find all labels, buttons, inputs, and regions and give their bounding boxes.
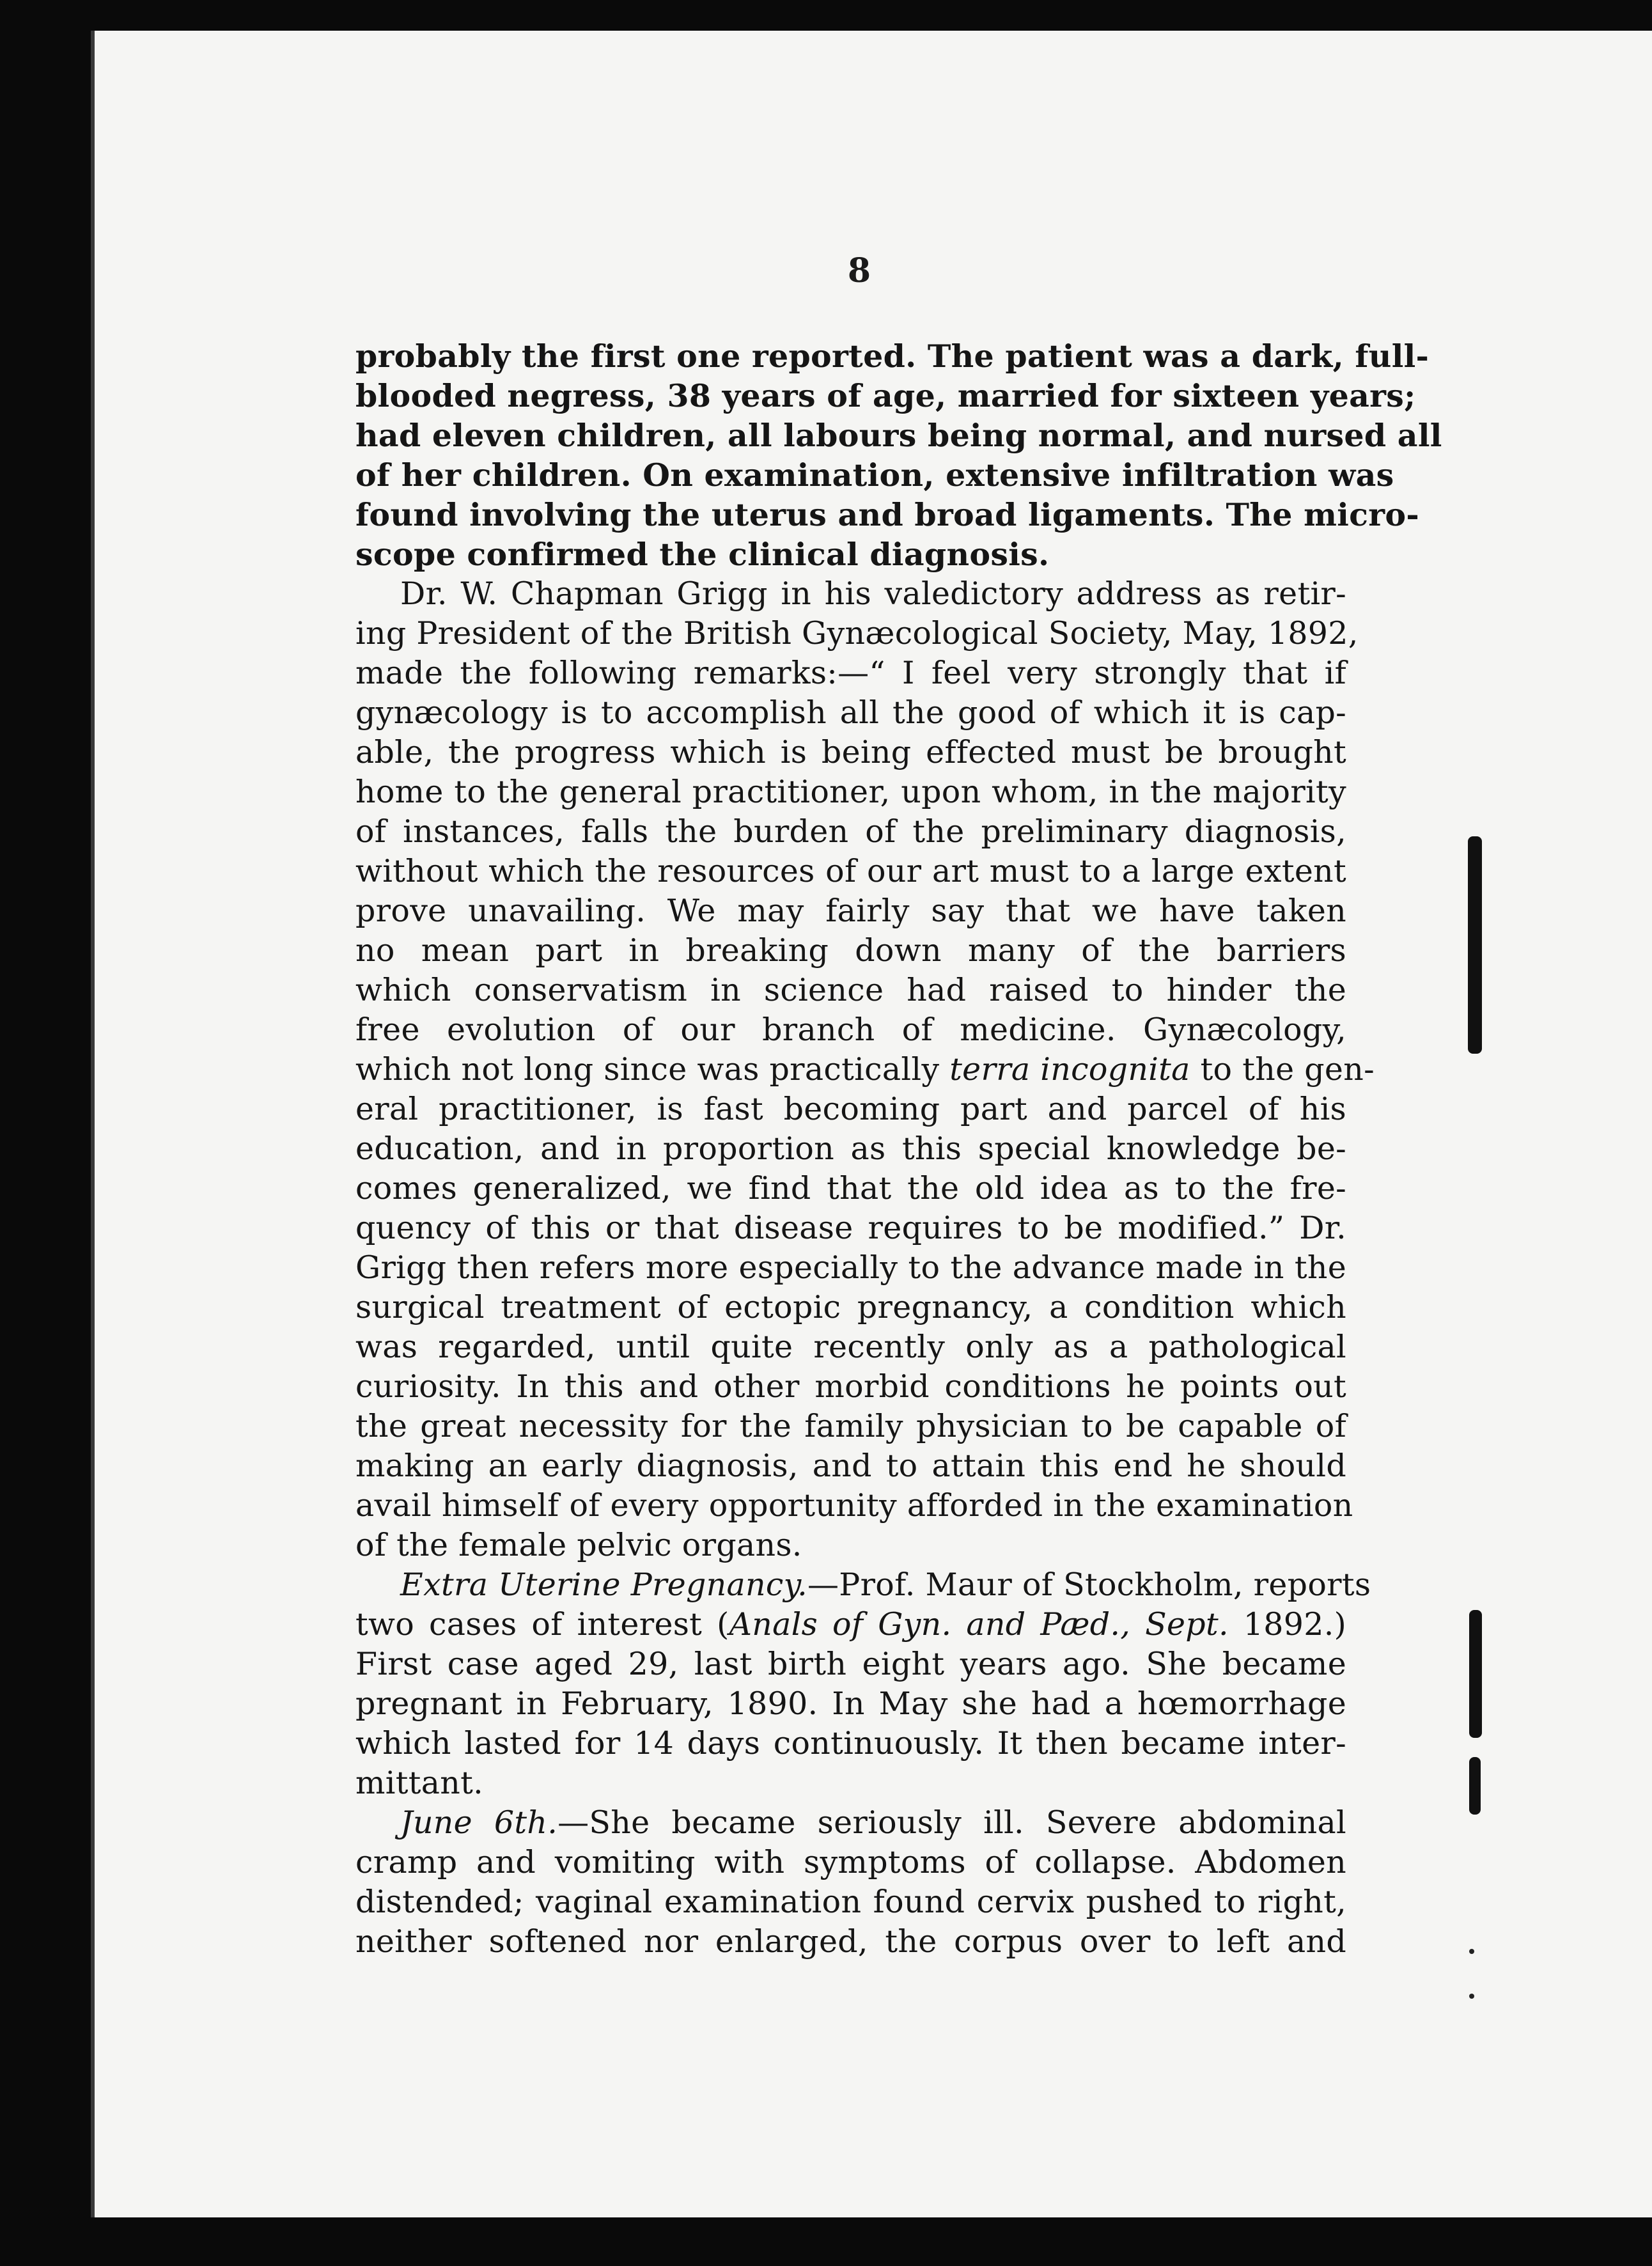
text-line: cramp and vomiting with symptoms of collapse. Abdomen (355, 1844, 1346, 1880)
text-line: comes generalized, we find that the old idea as to the fre- (355, 1170, 1346, 1207)
text-line: gynæcology is to accomplish all the good of which it is cap- (355, 694, 1346, 731)
text-line: without which the resources of our art must to a large extent (355, 853, 1346, 889)
text-line: two cases of interest (Anals of Gyn. and Pæd., Sept. 1892.) (355, 1606, 1346, 1643)
text-line: surgical treatment of ectopic pregnancy, a condition which (355, 1289, 1346, 1325)
text-line: of her children. On examination, extensive infiltration was (355, 457, 1394, 494)
text-line: Grigg then refers more especially to the advance made in the (355, 1249, 1346, 1286)
text-line: probably the first one reported. The patient was a dark, full- (355, 338, 1430, 375)
binding-mark (1468, 836, 1482, 1054)
document-page (91, 31, 1652, 2217)
text-line: making an early diagnosis, and to attain this end he should (355, 1448, 1346, 1484)
text-line: of instances, falls the burden of the preliminary diagnosis, (355, 813, 1346, 850)
specks (1469, 1994, 1474, 1999)
text-line: which conservatism in science had raised to hinder the (355, 972, 1346, 1008)
text-line: scope confirmed the clinical diagnosis. (355, 536, 1050, 573)
body-text (355, 336, 1442, 1962)
text-line: home to the general practitioner, upon whom, in the majority (355, 774, 1346, 810)
text-line: avail himself of every opportunity afforded in the examination (355, 1487, 1353, 1524)
text-line: Extra Uterine Pregnancy.—Prof. Maur of Stockholm, reports (400, 1567, 1371, 1603)
text-line: June 6th.—She became seriously ill. Severe abdominal (400, 1804, 1346, 1841)
text-line: Dr. W. Chapman Grigg in his valedictory address as retir- (400, 575, 1346, 612)
text-line: the great necessity for the family physician to be capable of (355, 1408, 1346, 1444)
text-line: neither softened nor enlarged, the corpus over to left and (355, 1923, 1346, 1960)
text-line: made the following remarks:—“ I feel very strongly that if (355, 655, 1346, 691)
text-line: which lasted for 14 days continuously. It then became inter- (355, 1725, 1346, 1762)
text-line: ing President of the British Gynæcological Society, May, 1892, (355, 615, 1359, 652)
text-line: education, and in proportion as this special knowledge be- (355, 1130, 1346, 1167)
text-line: eral practitioner, is fast becoming part and parcel of his (355, 1091, 1346, 1127)
text-line: had eleven children, all labours being normal, and nursed all (355, 417, 1442, 454)
text-line: which not long since was practically terra incognita to the gen- (355, 1051, 1375, 1088)
specks (1469, 1949, 1474, 1954)
text-line: prove unavailing. We may fairly say that we have taken (355, 893, 1346, 929)
text-line: mittant. (355, 1765, 483, 1801)
text-line: quency of this or that disease requires to be modified.” Dr. (355, 1210, 1346, 1246)
text-line: found involving the uterus and broad ligaments. The micro- (355, 496, 1419, 533)
text-line: pregnant in February, 1890. In May she had a hœmorrhage (355, 1685, 1346, 1722)
text-line: distended; vaginal examination found cervix pushed to right, (355, 1884, 1346, 1920)
text-line: of the female pelvic organs. (355, 1527, 802, 1563)
page-number: 8 (847, 251, 871, 290)
text-line: curiosity. In this and other morbid conditions he points out (355, 1368, 1346, 1405)
text-line: no mean part in breaking down many of the barriers (355, 932, 1346, 969)
binding-mark (1469, 1610, 1482, 1738)
text-line: First case aged 29, last birth eight years ago. She became (355, 1646, 1346, 1682)
text-line: free evolution of our branch of medicine. Gynæcology, (355, 1012, 1346, 1048)
text-line: was regarded, until quite recently only as a pathological (355, 1329, 1346, 1365)
text-line: able, the progress which is being effected must be brought (355, 734, 1346, 770)
text-line: blooded negress, 38 years of age, married for sixteen years; (355, 377, 1416, 414)
binding-mark (1469, 1757, 1481, 1815)
